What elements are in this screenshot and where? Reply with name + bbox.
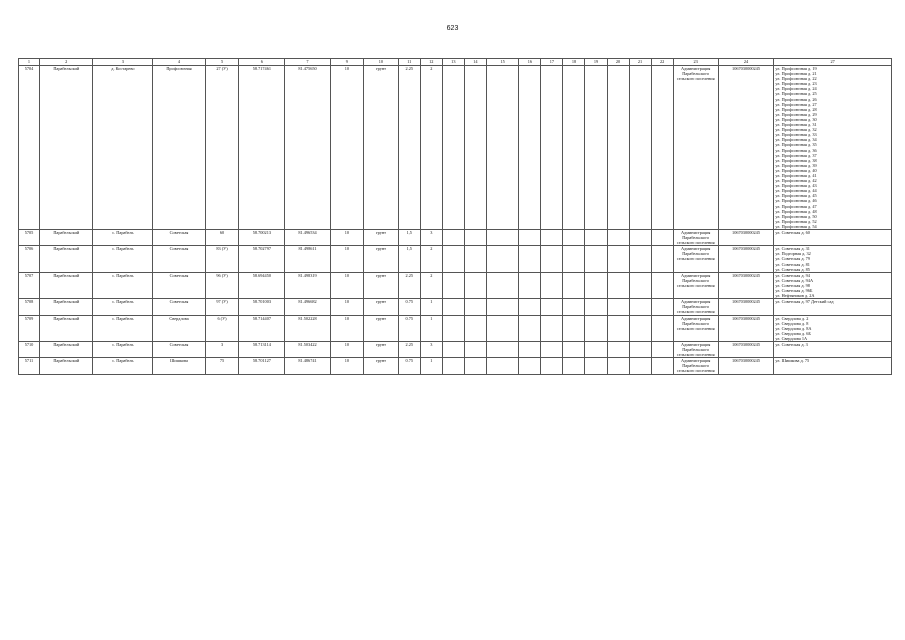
latitude-cell: 58.717461 <box>239 66 285 230</box>
volume-cell: 0.75 <box>398 358 420 374</box>
house-cell: 3 <box>205 341 239 357</box>
owner-cell: Администрация Парабельского сельского поселения <box>673 230 718 246</box>
empty-cell <box>442 341 464 357</box>
latitude-cell: 58.702797 <box>239 246 285 272</box>
address-line: ул. Профсоюзная д. 28 <box>775 106 817 112</box>
table-row <box>19 315 892 341</box>
page-number: 623 <box>446 25 459 32</box>
empty-cell <box>563 246 585 272</box>
empty-cell <box>464 358 486 374</box>
surface-cell: грунт <box>364 341 399 357</box>
address-line: ул. Советская д. 85 <box>775 266 810 272</box>
address-line: ул. Свердлова д. 8 <box>775 320 809 326</box>
area-cell: 10 <box>330 358 364 374</box>
table-row <box>19 272 892 298</box>
empty-cell <box>607 299 629 315</box>
table-row <box>19 230 892 246</box>
address-line: ул. Советская д. 81 <box>775 261 810 267</box>
address-line: ул. Профсоюзная д. 27 <box>775 101 817 107</box>
ogrn-cell: 1067030000245 <box>718 230 774 246</box>
empty-cell <box>585 230 607 246</box>
empty-cell <box>607 246 629 272</box>
empty-cell <box>442 358 464 374</box>
row-number: 5708 <box>19 299 40 315</box>
column-header: 21 <box>629 59 651 66</box>
column-header: 14 <box>464 59 486 66</box>
column-header: 5 <box>205 59 239 66</box>
empty-cell <box>464 272 486 298</box>
empty-cell <box>486 299 519 315</box>
address-line: ул. Профсоюзная д. 38 <box>775 157 817 163</box>
house-cell: 96 (У) <box>205 272 239 298</box>
empty-cell <box>563 230 585 246</box>
empty-cell <box>442 66 464 230</box>
column-header: 23 <box>673 59 718 66</box>
house-cell: 27 (У) <box>205 66 239 230</box>
latitude-cell: 58.713114 <box>239 341 285 357</box>
area-cell: 10 <box>330 230 364 246</box>
addresses-cell <box>774 230 892 246</box>
empty-cell <box>607 272 629 298</box>
address-line: ул. Свердлова д. 6Б <box>775 330 811 336</box>
column-header: 10 <box>364 59 399 66</box>
owner-cell: Администрация Парабельского сельского поселения <box>673 299 718 315</box>
empty-cell <box>629 341 651 357</box>
ogrn-cell: 1067030000245 <box>718 358 774 374</box>
empty-cell <box>442 315 464 341</box>
row-number: 5711 <box>19 358 40 374</box>
street-cell: Советская <box>153 230 205 246</box>
empty-cell <box>563 299 585 315</box>
empty-cell <box>563 341 585 357</box>
street-cell: Советская <box>153 246 205 272</box>
column-header: 7 <box>285 59 330 66</box>
volume-cell: 2.25 <box>398 66 420 230</box>
longitude-cell: 81.498319 <box>285 272 330 298</box>
surface-cell: грунт <box>364 315 399 341</box>
address-line: ул. Профсоюзная д. 46 <box>775 198 817 204</box>
address-line: ул. Шишкова д. 75 <box>775 358 810 364</box>
address-line: ул. Профсоюзная д. 24 <box>775 86 817 92</box>
addresses-cell <box>774 246 892 272</box>
table-row <box>19 246 892 272</box>
row-number: 5706 <box>19 246 40 272</box>
empty-cell <box>607 66 629 230</box>
empty-cell <box>486 315 519 341</box>
house-cell: 6 (У) <box>205 315 239 341</box>
empty-cell <box>541 230 563 246</box>
addresses-cell <box>774 299 892 315</box>
ogrn-cell: 1067030000245 <box>718 341 774 357</box>
empty-cell <box>486 246 519 272</box>
settlement-cell: с. Парабель <box>93 272 153 298</box>
column-header: 22 <box>651 59 673 66</box>
empty-cell <box>464 230 486 246</box>
table-row <box>19 299 892 315</box>
empty-cell <box>541 358 563 374</box>
address-line: ул. Профсоюзная д. 26 <box>775 96 817 102</box>
empty-cell <box>486 230 519 246</box>
table-row <box>19 341 892 357</box>
surface-cell: грунт <box>364 230 399 246</box>
address-line: ул. Профсоюзная д. 35 <box>775 142 817 148</box>
address-line: ул. Советская д. 96Б <box>775 288 813 294</box>
empty-cell <box>464 66 486 230</box>
table-body <box>19 66 892 375</box>
address-line: ул. Свердлова д. 2 <box>775 315 809 321</box>
empty-cell <box>629 315 651 341</box>
surface-cell: грунт <box>364 299 399 315</box>
empty-cell <box>585 66 607 230</box>
area-cell: 10 <box>330 299 364 315</box>
address-line: ул. Профсоюзная д. 30 <box>775 116 817 122</box>
column-header: 4 <box>153 59 205 66</box>
count-cell: 3 <box>420 341 442 357</box>
addresses-cell <box>774 272 892 298</box>
empty-cell <box>519 358 541 374</box>
addresses-cell <box>774 315 892 341</box>
column-header: 2 <box>39 59 93 66</box>
house-cell: 75 <box>205 358 239 374</box>
address-line: ул. Свердлова 1А <box>775 335 808 341</box>
ogrn-cell: 1067030000245 <box>718 272 774 298</box>
empty-cell <box>585 341 607 357</box>
empty-cell <box>519 272 541 298</box>
header-row <box>19 59 892 66</box>
column-header: 9 <box>330 59 364 66</box>
row-number: 5704 <box>19 66 40 230</box>
column-header: 20 <box>607 59 629 66</box>
surface-cell: грунт <box>364 66 399 230</box>
addresses-cell <box>774 341 892 357</box>
district-cell: Парабельский <box>39 246 93 272</box>
address-line: ул. Профсоюзная д. 37 <box>775 152 817 158</box>
area-cell: 10 <box>330 66 364 230</box>
empty-cell <box>541 66 563 230</box>
empty-cell <box>442 299 464 315</box>
address-line: ул. Профсоюзная д. 44 <box>775 188 817 194</box>
longitude-cell: 81.486741 <box>285 358 330 374</box>
area-cell: 10 <box>330 246 364 272</box>
ogrn-cell: 1067030000245 <box>718 315 774 341</box>
address-line: ул. Профсоюзная д. 29 <box>775 111 817 117</box>
street-cell: Шишкова <box>153 358 205 374</box>
street-cell: Советская <box>153 272 205 298</box>
owner-cell: Администрация Парабельского сельского поселения <box>673 358 718 374</box>
empty-cell <box>464 299 486 315</box>
latitude-cell: 58.700213 <box>239 230 285 246</box>
empty-cell <box>651 341 673 357</box>
empty-cell <box>464 246 486 272</box>
area-cell: 10 <box>330 315 364 341</box>
empty-cell <box>629 66 651 230</box>
owner-cell: Администрация Парабельского сельского поселения <box>673 246 718 272</box>
district-cell: Парабельский <box>39 315 93 341</box>
empty-cell <box>486 66 519 230</box>
row-number: 5707 <box>19 272 40 298</box>
empty-cell <box>486 358 519 374</box>
settlement-cell: с. Парабель <box>93 246 153 272</box>
address-line: ул. Профсоюзная д. 32 <box>775 127 817 133</box>
table-row <box>19 358 892 374</box>
volume-cell: 2.25 <box>398 272 420 298</box>
address-line: ул. Профсоюзная д. 41 <box>775 172 817 178</box>
address-line: ул. Советская д. 98 <box>775 282 810 288</box>
count-cell: 2 <box>420 272 442 298</box>
empty-cell <box>519 299 541 315</box>
house-cell: 60 <box>205 230 239 246</box>
address-line: ул. Профсоюзная д. 45 <box>775 193 817 199</box>
ogrn-cell: 1067030000245 <box>718 66 774 230</box>
address-line: ул. Профсоюзная д. 33 <box>775 132 817 138</box>
street-cell: Свердлова <box>153 315 205 341</box>
volume-cell: 2.25 <box>398 341 420 357</box>
empty-cell <box>629 358 651 374</box>
table-row <box>19 66 892 230</box>
latitude-cell: 58.701127 <box>239 358 285 374</box>
district-cell: Парабельский <box>39 66 93 230</box>
address-line: ул. Профсоюзная д. 40 <box>775 167 817 173</box>
settlement-cell: с. Парабель <box>93 315 153 341</box>
empty-cell <box>629 246 651 272</box>
empty-cell <box>607 315 629 341</box>
address-line: ул. Профсоюзная д. 36 <box>775 147 817 153</box>
column-header: 24 <box>718 59 774 66</box>
district-cell: Парабельский <box>39 272 93 298</box>
empty-cell <box>486 341 519 357</box>
empty-cell <box>464 315 486 341</box>
empty-cell <box>629 230 651 246</box>
count-cell: 2 <box>420 66 442 230</box>
row-number: 5705 <box>19 230 40 246</box>
volume-cell: 0.75 <box>398 315 420 341</box>
column-header: 13 <box>442 59 464 66</box>
empty-cell <box>607 230 629 246</box>
column-header: 15 <box>486 59 519 66</box>
settlement-cell: с. Парабель <box>93 299 153 315</box>
empty-cell <box>519 246 541 272</box>
empty-cell <box>651 358 673 374</box>
empty-cell <box>541 341 563 357</box>
address-line: ул. Профсоюзная д. 39 <box>775 162 817 168</box>
empty-cell <box>519 341 541 357</box>
column-header: 16 <box>519 59 541 66</box>
address-line: ул. Профсоюзная д. 22 <box>775 76 817 82</box>
column-header: 1 <box>19 59 40 66</box>
longitude-cell: 81.496682 <box>285 299 330 315</box>
empty-cell <box>563 358 585 374</box>
count-cell: 1 <box>420 315 442 341</box>
address-line: ул. Советская д. 94 <box>775 272 810 278</box>
district-cell: Парабельский <box>39 358 93 374</box>
street-cell: Советская <box>153 341 205 357</box>
area-cell: 10 <box>330 272 364 298</box>
latitude-cell: 58.694450 <box>239 272 285 298</box>
empty-cell <box>651 272 673 298</box>
street-cell: Советская <box>153 299 205 315</box>
column-header: 17 <box>541 59 563 66</box>
address-line: ул. Профсоюзная д. 52 <box>775 218 817 224</box>
address-line: ул. Советская д. 31 <box>775 246 810 252</box>
count-cell: 2 <box>420 246 442 272</box>
address-line: ул. Профсоюзная д. 23 <box>775 81 817 87</box>
count-cell: 1 <box>420 299 442 315</box>
column-header: 18 <box>563 59 585 66</box>
empty-cell <box>585 246 607 272</box>
registry-table <box>18 58 892 375</box>
empty-cell <box>651 315 673 341</box>
latitude-cell: 58.701003 <box>239 299 285 315</box>
empty-cell <box>651 299 673 315</box>
address-line: ул. Профсоюзная д. 31 <box>775 122 817 128</box>
house-cell: 97 (У) <box>205 299 239 315</box>
owner-cell: Администрация Парабельского сельского поселения <box>673 272 718 298</box>
area-cell: 10 <box>330 341 364 357</box>
house-cell: 83 (У) <box>205 246 239 272</box>
district-cell: Парабельский <box>39 230 93 246</box>
address-line: ул. Профсоюзная д. 21 <box>775 71 817 77</box>
volume-cell: 1,5 <box>398 246 420 272</box>
address-line: ул. Профсоюзная д. 34 <box>775 137 817 143</box>
settlement-cell: с. Парабель <box>93 230 153 246</box>
owner-cell: Администрация Парабельского сельского поселения <box>673 66 718 230</box>
volume-cell: 1,5 <box>398 230 420 246</box>
empty-cell <box>651 66 673 230</box>
settlement-cell: с. Парабель <box>93 341 153 357</box>
latitude-cell: 58.714407 <box>239 315 285 341</box>
empty-cell <box>607 341 629 357</box>
address-line: ул. Профсоюзная д. 25 <box>775 91 817 97</box>
addresses-cell <box>774 358 892 374</box>
district-cell: Парабельский <box>39 299 93 315</box>
surface-cell: грунт <box>364 358 399 374</box>
address-line: ул. Подгорная д. 32 <box>775 251 811 257</box>
address-line: ул. Профсоюзная д. 19 <box>775 66 817 71</box>
street-cell: Профсоюзная <box>153 66 205 230</box>
column-header: 27 <box>774 59 892 66</box>
empty-cell <box>519 315 541 341</box>
column-header: 11 <box>398 59 420 66</box>
ogrn-cell: 1067030000245 <box>718 299 774 315</box>
empty-cell <box>585 315 607 341</box>
owner-cell: Администрация Парабельского сельского поселения <box>673 315 718 341</box>
address-line: ул. Профсоюзная д. 54 <box>775 223 817 229</box>
empty-cell <box>629 299 651 315</box>
count-cell: 1 <box>420 358 442 374</box>
longitude-cell: 81.498611 <box>285 246 330 272</box>
addresses-cell <box>774 66 892 230</box>
ogrn-cell: 1067030000245 <box>718 246 774 272</box>
empty-cell <box>607 358 629 374</box>
address-line: ул. Советская д. 79 <box>775 256 810 262</box>
empty-cell <box>442 246 464 272</box>
address-line: ул. Профсоюзная д. 48 <box>775 208 817 214</box>
address-line: ул. Советская д. 60 <box>775 230 810 235</box>
address-line: ул. Профсоюзная д. 43 <box>775 183 817 189</box>
address-line: ул. Советская д. 3 <box>775 341 808 347</box>
volume-cell: 0.75 <box>398 299 420 315</box>
empty-cell <box>563 315 585 341</box>
settlement-cell: с. Парабель <box>93 358 153 374</box>
empty-cell <box>442 230 464 246</box>
address-line: ул. Профсоюзная д. 47 <box>775 203 817 209</box>
longitude-cell: 81.475650 <box>285 66 330 230</box>
column-header: 3 <box>93 59 153 66</box>
empty-cell <box>651 246 673 272</box>
row-number: 5710 <box>19 341 40 357</box>
address-line: ул. Советская д. 97 Детский сад <box>775 299 834 305</box>
empty-cell <box>541 299 563 315</box>
empty-cell <box>585 272 607 298</box>
surface-cell: грунт <box>364 246 399 272</box>
address-line: ул. Профсоюзная д. 42 <box>775 178 817 184</box>
empty-cell <box>519 230 541 246</box>
owner-cell: Администрация Парабельского сельского поселения <box>673 341 718 357</box>
row-number: 5709 <box>19 315 40 341</box>
address-line: ул. Советская д. 94А <box>775 277 814 283</box>
column-header: 12 <box>420 59 442 66</box>
empty-cell <box>519 66 541 230</box>
column-header: 6 <box>239 59 285 66</box>
empty-cell <box>541 272 563 298</box>
empty-cell <box>541 246 563 272</box>
column-header: 19 <box>585 59 607 66</box>
empty-cell <box>585 358 607 374</box>
longitude-cell: 81.502228 <box>285 315 330 341</box>
empty-cell <box>541 315 563 341</box>
settlement-cell: д. Костарево <box>93 66 153 230</box>
empty-cell <box>651 230 673 246</box>
count-cell: 3 <box>420 230 442 246</box>
address-line: ул. Профсоюзная д. 50 <box>775 213 817 219</box>
district-cell: Парабельский <box>39 341 93 357</box>
empty-cell <box>486 272 519 298</box>
empty-cell <box>585 299 607 315</box>
surface-cell: грунт <box>364 272 399 298</box>
address-line: ул. Свердлова д. 8А <box>775 325 812 331</box>
empty-cell <box>464 341 486 357</box>
address-line: ул. Нефтяников д. 2А <box>775 293 815 299</box>
empty-cell <box>442 272 464 298</box>
empty-cell <box>629 272 651 298</box>
longitude-cell: 81.496534 <box>285 230 330 246</box>
empty-cell <box>563 272 585 298</box>
longitude-cell: 81.503422 <box>285 341 330 357</box>
empty-cell <box>563 66 585 230</box>
